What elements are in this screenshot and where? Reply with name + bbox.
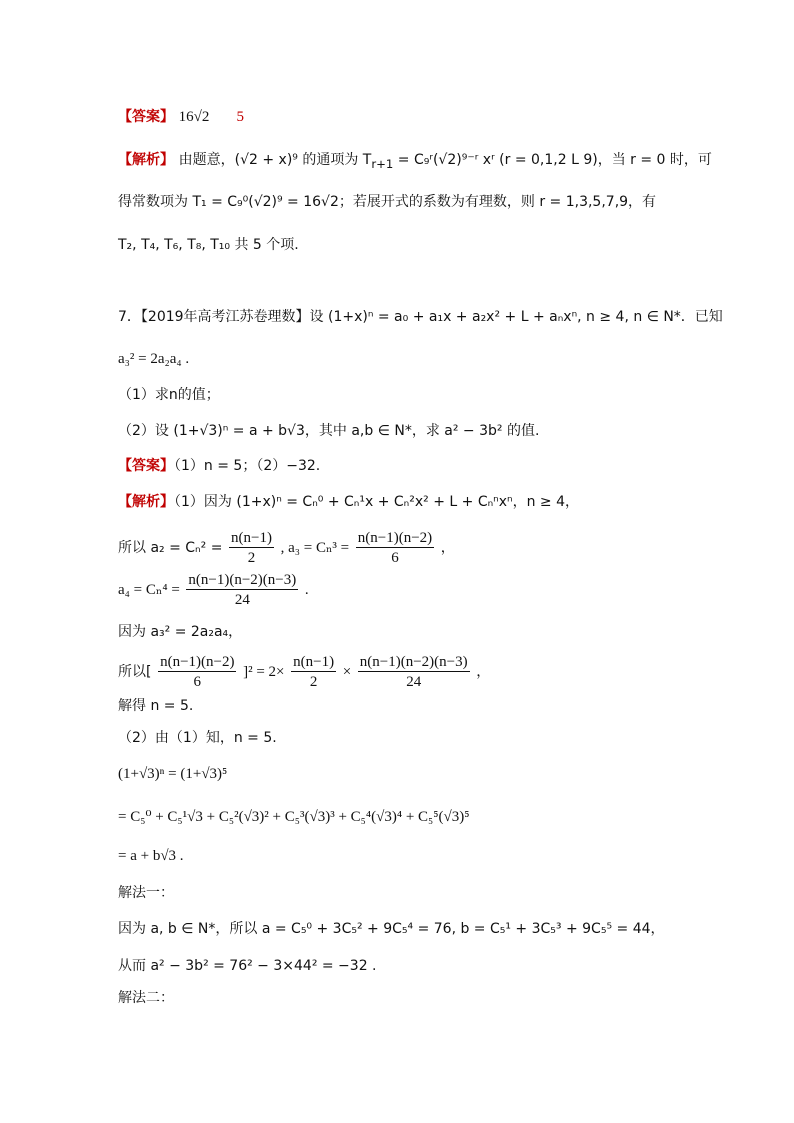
question-7-text: 【2019年高考江苏卷理数】设 (1+x)ⁿ = a₀ + a₁x + a₂x² + L + aₙxⁿ, n ≥ 4, n ∈ N*．已知 [140, 309, 723, 325]
tail-text-5: 解法一： [118, 885, 174, 901]
fraction-3-num: n(n−1)(n−2)(n−3) [188, 571, 297, 588]
frac-line-4-post: ， [476, 664, 491, 680]
part-1-text: （1）求n的值； [118, 387, 220, 403]
tail-text-2: (1+√3)ⁿ = (1+√3)⁵ [118, 766, 228, 782]
tail-text-1: （2）由（1）知，n = 5. [118, 730, 277, 746]
fraction-line-4 [118, 652, 490, 692]
question-7-part-2 [118, 421, 539, 441]
answer-line-2 [118, 456, 320, 476]
question-7-line-2 [118, 349, 189, 369]
fraction-6 [358, 653, 470, 692]
fraction-4 [158, 653, 236, 692]
fraction-6-den: 24 [406, 673, 422, 690]
tail-text-6: 因为 a, b ∈ N*，所以 a = C₅⁰ + 3C₅² + 9C₅⁴ = 76, b = C₅¹ + 3C₅³ + 9C₅⁵ = 44， [118, 921, 665, 937]
answer-text-2: （1）n = 5；（2）−32. [174, 458, 321, 474]
answer-line-1 [118, 107, 244, 127]
answer-count: 5 [213, 109, 244, 125]
analysis-text-1: 由题意，(√2 + x)⁹ 的通项为 $T_{r+1}$ = C₉ʳ(√2)⁹⁻ʳ xʳ (r = 0,1,2 L 9)，当 r = 0 时，可 [178, 152, 712, 171]
frac-line-2-post: . [304, 582, 309, 598]
analysis-line-1 [118, 150, 712, 174]
question-7-condition: a₃² = 2a₂a₄ . [118, 351, 190, 367]
answer-value: 16√2 [178, 109, 210, 125]
answer-tag: 【答案】 [118, 109, 174, 125]
fraction-1-den: 2 [247, 549, 256, 566]
analysis-tag: 【解析】 [118, 152, 174, 168]
fraction-3-den: 24 [234, 591, 250, 608]
fraction-line-2 [118, 570, 309, 610]
tail-text-8: 解法二： [118, 990, 174, 1006]
analysis-line-5 [118, 622, 242, 642]
frac-line-1-mid: , a₃ = Cₙ³ = [280, 540, 350, 556]
analysis-tag-2: 【解析】 [118, 494, 174, 510]
fraction-1 [229, 529, 274, 568]
analysis-text-4: （1）因为 (1+x)ⁿ = Cₙ⁰ + Cₙ¹x + Cₙ²x² + L + Cₙⁿxⁿ，n ≥ 4， [174, 494, 580, 510]
tail-line-1 [118, 728, 277, 748]
fraction-5-num: n(n−1) [293, 653, 335, 670]
question-7-part-1 [118, 385, 220, 405]
analysis-text-3: T₂, T₄, T₆, T₈, T₁₀ 共 5 个项. [118, 237, 299, 253]
fraction-line-1 [118, 528, 455, 568]
fraction-2-den: 6 [391, 549, 399, 566]
tail-text-4: = a + b√3 . [118, 848, 184, 864]
frac-line-4-mid2: × [342, 664, 352, 680]
tail-line-2 [118, 764, 227, 784]
analysis-line-2 [118, 192, 656, 212]
tail-line-7 [118, 956, 377, 976]
fraction-6-num: n(n−1)(n−2)(n−3) [359, 653, 468, 670]
tail-line-6 [118, 919, 665, 939]
fraction-4-num: n(n−1)(n−2) [160, 653, 235, 670]
fraction-5-den: 2 [309, 673, 318, 690]
analysis-line-3 [118, 235, 299, 255]
frac-line-1-pre: 所以 a₂ = Cₙ² = [118, 540, 223, 556]
frac-line-2-pre: a₄ = Cₙ⁴ = [118, 582, 180, 598]
analysis-line-4 [118, 492, 579, 512]
part-2-text: （2）设 (1+√3)ⁿ = a + b√3，其中 a,b ∈ N*，求 a² − 3b² 的值. [118, 423, 540, 439]
fraction-1-num: n(n−1) [231, 529, 272, 546]
frac-line-1-post: ， [440, 540, 455, 556]
tail-line-8 [118, 988, 174, 1008]
analysis-text-6: 解得 n = 5. [118, 698, 194, 714]
tail-line-5 [118, 883, 174, 903]
tail-line-3 [118, 807, 469, 827]
fraction-2-num: n(n−1)(n−2) [357, 529, 433, 546]
fraction-5 [291, 653, 336, 692]
tail-text-7: 从而 a² − 3b² = 76² − 3×44² = −32 . [118, 958, 377, 974]
analysis-text-5: 因为 a₃² = 2a₂a₄， [118, 624, 243, 640]
frac-line-4-mid: ]² = 2× [243, 664, 285, 680]
fraction-4-den: 6 [193, 673, 202, 690]
question-7-line-1 [118, 307, 723, 327]
analysis-line-6 [118, 696, 193, 716]
fraction-3 [186, 571, 298, 610]
tail-line-4 [118, 846, 184, 866]
analysis-text-2: 得常数项为 T₁ = C₉⁰(√2)⁹ = 16√2；若展开式的系数为有理数，则 r = 1,3,5,7,9，有 [118, 194, 657, 210]
question-number: 7． [118, 309, 141, 325]
fraction-2 [356, 529, 434, 568]
frac-line-4-pre: 所以[ [118, 664, 152, 680]
tail-text-3: = C₅⁰ + C₅¹√3 + C₅²(√3)² + C₅³(√3)³ + C₅⁴(√3)⁴ + C₅⁵(√3)⁵ [118, 809, 470, 825]
answer-tag-2: 【答案】 [118, 458, 174, 474]
